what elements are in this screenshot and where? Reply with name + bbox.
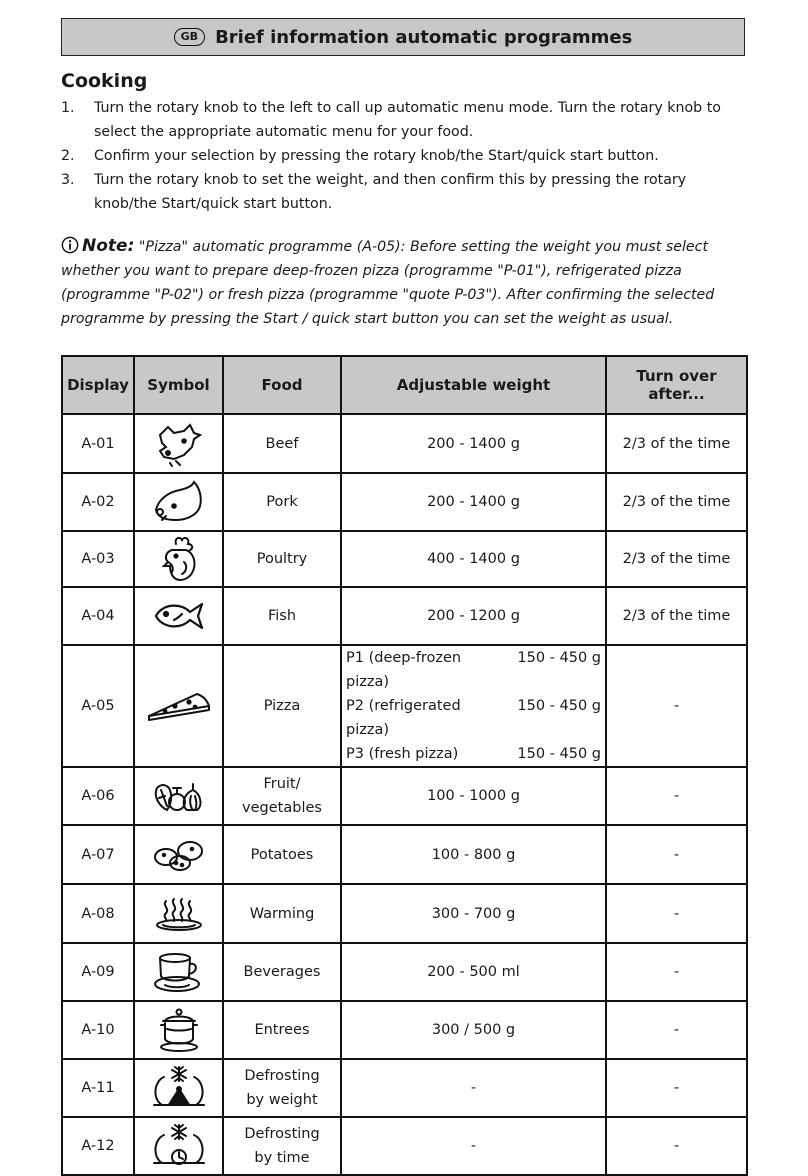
turn-over-value: 2/3 of the time [606,531,747,587]
cooking-steps [61,96,751,216]
potatoes-icon [152,837,206,873]
defrost-weight-icon [148,1063,210,1113]
display-code: A-04 [62,587,134,645]
table-header-row [62,356,747,414]
turn-over-value: - [606,943,747,1001]
header-food: Food [223,356,341,414]
food-name: Pork [223,473,341,531]
display-code: A-02 [62,473,134,531]
display-code: A-08 [62,884,134,943]
food-name: Fish [223,587,341,645]
defrost-time-icon [148,1121,210,1171]
display-code: A-10 [62,1001,134,1059]
table-row [62,943,747,1001]
display-code: A-11 [62,1059,134,1117]
pizza-option-weight: 150 - 450 g [517,698,601,714]
display-code: A-03 [62,531,134,587]
turn-over-value: - [606,645,747,767]
food-name-line-1: Defrosting [244,1068,320,1084]
table-row [62,767,747,825]
weight-range: 100 - 1000 g [341,767,606,825]
table-row [62,1059,747,1117]
food-name-line-2: by weight [246,1092,318,1108]
note-label: Note: [82,236,135,256]
table-row [62,645,747,767]
header-display: Display [62,356,134,414]
pizza-option-label: P2 (refrigerated pizza) [346,698,461,738]
turn-over-value: - [606,1059,747,1117]
food-name: Beef [223,414,341,473]
header-turn-over: Turn over after... [606,356,747,414]
step-item [61,168,751,216]
cooking-heading: Cooking [61,70,148,92]
table-row [62,531,747,587]
display-code: A-06 [62,767,134,825]
header-symbol: Symbol [134,356,223,414]
table-row [62,414,747,473]
table-row [62,1001,747,1059]
weight-range: - [341,1059,606,1117]
weight-range: 200 - 500 ml [341,943,606,1001]
warming-icon [154,895,204,933]
pork-icon [152,480,206,524]
pizza-weight-list [346,646,601,766]
turn-over-value: - [606,767,747,825]
note-box [61,234,751,331]
turn-over-value: - [606,884,747,943]
weight-range: 100 - 800 g [341,825,606,884]
display-code: A-07 [62,825,134,884]
header-weight: Adjustable weight [341,356,606,414]
pizza-option-weight: 150 - 450 g [517,650,601,666]
poultry-icon [156,534,202,584]
step-number: 2. [61,148,75,164]
turn-over-value: - [606,825,747,884]
turn-over-value: 2/3 of the time [606,587,747,645]
pizza-option-label: P1 (deep-frozen pizza) [346,650,462,690]
weight-range: 200 - 1400 g [341,414,606,473]
language-badge: GB [174,28,205,46]
weight-range: 200 - 1200 g [341,587,606,645]
beef-icon [154,421,204,467]
turn-over-value: - [606,1117,747,1175]
display-code: A-05 [62,645,134,767]
pizza-option-label: P3 (fresh pizza) [346,746,459,762]
food-name-line-1: Defrosting [244,1126,320,1142]
food-name: Poultry [223,531,341,587]
info-icon [61,236,79,254]
step-item [61,96,751,144]
step-number: 1. [61,100,75,116]
pizza-icon [145,690,213,722]
weight-range: - [341,1117,606,1175]
food-name-line-1: Fruit/ [263,776,301,792]
title-bar [61,18,745,56]
table-row [62,825,747,884]
display-code: A-12 [62,1117,134,1175]
fish-icon [152,598,206,634]
entrees-icon [155,1007,203,1053]
food-name: Warming [223,884,341,943]
step-number: 3. [61,172,75,188]
weight-range: 300 / 500 g [341,1001,606,1059]
food-name-line-2: vegetables [242,800,322,816]
food-name: Potatoes [223,825,341,884]
food-name: Pizza [223,645,341,767]
table-row [62,1117,747,1175]
step-text: Turn the rotary knob to set the weight, and then confirm this by pressing the rotary knob/the Start/quick start button. [94,172,687,212]
step-item [61,144,751,168]
table-row [62,473,747,531]
step-text: Confirm your selection by pressing the rotary knob/the Start/quick start button. [94,148,659,164]
food-name: Entrees [223,1001,341,1059]
page-title: Brief information automatic programmes [215,26,633,48]
turn-over-value: 2/3 of the time [606,473,747,531]
display-code: A-09 [62,943,134,1001]
food-name: Beverages [223,943,341,1001]
food-name-line-2: by time [254,1150,310,1166]
programme-table [61,355,748,1176]
weight-range: 200 - 1400 g [341,473,606,531]
beverages-icon [153,950,205,994]
note-text: "Pizza" automatic programme (A-05): Before setting the weight you must select whether you want to prepare deep-frozen pizza (programme "P-01"), refrigerated pizza (programme "P-02") or fresh pizza (programme "quote P-03"). After confirming the selected programme by pressing the Start / quick start button you can set the weight as usual. [61,239,715,327]
weight-range: 300 - 700 g [341,884,606,943]
pizza-option-weight: 150 - 450 g [517,746,601,762]
display-code: A-01 [62,414,134,473]
turn-over-value: - [606,1001,747,1059]
table-row [62,884,747,943]
turn-over-value: 2/3 of the time [606,414,747,473]
table-row [62,587,747,645]
fruit-vegetables-icon [151,776,207,816]
step-text: Turn the rotary knob to the left to call up automatic menu mode. Turn the rotary knob to select the appropriate automatic menu for your food. [94,100,721,140]
weight-range: 400 - 1400 g [341,531,606,587]
